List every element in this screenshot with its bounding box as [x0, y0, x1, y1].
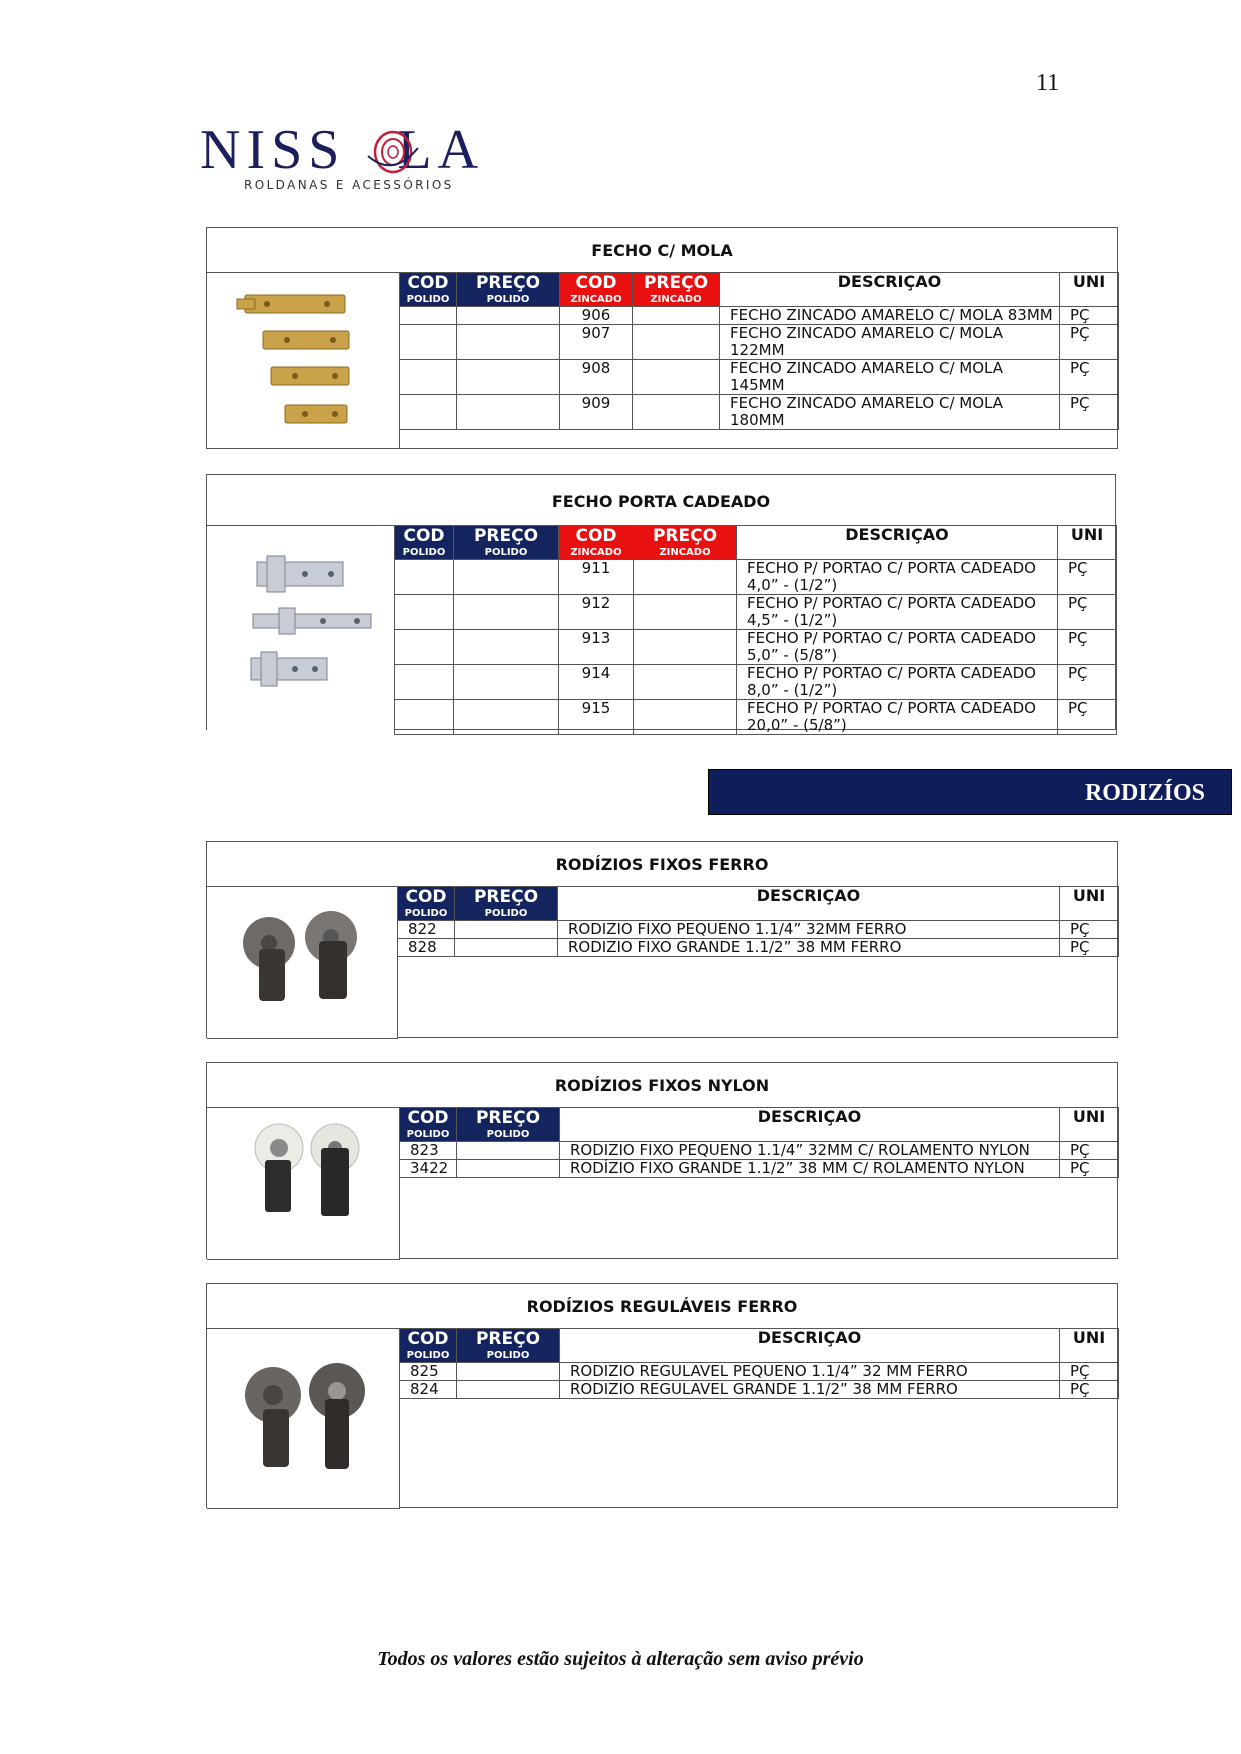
- table-cell: COD ZINCADO: [559, 526, 634, 560]
- table-cell: FECHO ZINCADO AMARELO C/ MOLA 83MM: [720, 307, 1060, 325]
- section-rodizios-fixos-nylon: [206, 1062, 1118, 1259]
- logo-tagline: ROLDANAS E ACESSÓRIOS: [244, 178, 454, 192]
- section-title: FECHO C/ MOLA: [207, 228, 1117, 273]
- page-number: 11: [1036, 70, 1060, 96]
- table-cell: RODIZIO FIXO PEQUENO 1.1/4” 32MM C/ ROLAMENTO NYLON: [560, 1142, 1060, 1160]
- product-table: [394, 525, 1117, 735]
- product-table: [399, 1328, 1119, 1399]
- product-table: [399, 272, 1119, 430]
- table-cell: UNI: [1060, 1108, 1119, 1142]
- section-title: RODÍZIOS REGULÁVEIS FERRO: [207, 1284, 1117, 1329]
- table-cell: PREÇO POLIDO: [455, 887, 558, 921]
- table-cell: [395, 665, 454, 700]
- section-rodizios-fixos-ferro: [206, 841, 1118, 1038]
- table-cell: 911: [559, 560, 634, 595]
- table-cell: PREÇO ZINCADO: [634, 526, 737, 560]
- table-cell: RODÍZIO FIXO GRANDE 1.1/2” 38 MM C/ ROLAMENTO NYLON: [560, 1160, 1060, 1178]
- table-cell: [395, 560, 454, 595]
- table-cell: FECHO P/ PORTAO C/ PORTA CADEADO 4,0” - (1/2”): [737, 560, 1058, 595]
- table-row: [400, 395, 1119, 430]
- table-row: [395, 630, 1117, 665]
- table-cell: [457, 360, 560, 395]
- table-cell: [633, 307, 720, 325]
- table-cell: RODIZIO REGULAVEL PEQUENO 1.1/4” 32 MM FERRO: [560, 1363, 1060, 1381]
- table-cell: FECHO ZINCADO AMARELO C/ MOLA 145MM: [720, 360, 1060, 395]
- table-row: [400, 1160, 1119, 1178]
- table-cell: [633, 395, 720, 430]
- nissola-logo: [200, 118, 490, 198]
- table-cell: PÇ: [1060, 307, 1119, 325]
- table-cell: 3422: [400, 1160, 457, 1178]
- table-row: [398, 921, 1119, 939]
- table-cell: RODIZIO REGULAVEL GRANDE 1.1/2” 38 MM FERRO: [560, 1381, 1060, 1399]
- table-row: [400, 1381, 1119, 1399]
- table-cell: FECHO ZINCADO AMARELO C/ MOLA 122MM: [720, 325, 1060, 360]
- table-cell: PÇ: [1060, 1363, 1119, 1381]
- table-cell: [454, 665, 559, 700]
- table-cell: PÇ: [1060, 921, 1119, 939]
- table-cell: UNI: [1060, 273, 1119, 307]
- table-cell: COD POLIDO: [395, 526, 454, 560]
- table-row: [398, 939, 1119, 957]
- table-cell: DESCRIÇAO: [720, 273, 1060, 307]
- table-cell: [395, 595, 454, 630]
- table-cell: 822: [398, 921, 455, 939]
- section-title: RODÍZIOS FIXOS NYLON: [207, 1063, 1117, 1108]
- table-cell: RODIZIO FIXO PEQUENO 1.1/4” 32MM FERRO: [558, 921, 1060, 939]
- table-cell: PÇ: [1058, 630, 1117, 665]
- table-cell: COD POLIDO: [400, 1108, 457, 1142]
- section-fecho-porta-cadeado: [206, 474, 1116, 734]
- section-rodizios-regulaveis-ferro: [206, 1283, 1118, 1508]
- table-cell: PÇ: [1058, 700, 1117, 735]
- table-cell: 825: [400, 1363, 457, 1381]
- table-cell: FECHO P/ PORTAO C/ PORTA CADEADO 5,0” - (5/8”): [737, 630, 1058, 665]
- table-cell: [457, 307, 560, 325]
- table-cell: [634, 700, 737, 735]
- table-cell: 824: [400, 1381, 457, 1399]
- iron-fixed-wheels-icon: [207, 887, 398, 1039]
- table-cell: 915: [559, 700, 634, 735]
- table-row: [400, 307, 1119, 325]
- table-cell: PREÇO POLIDO: [457, 1108, 560, 1142]
- table-cell: PÇ: [1058, 560, 1117, 595]
- brass-latch-bolts-icon: [207, 273, 400, 449]
- table-cell: UNI: [1060, 1329, 1119, 1363]
- table-cell: [400, 307, 457, 325]
- table-cell: [633, 325, 720, 360]
- footer-disclaimer: Todos os valores estão sujeitos à alteração sem aviso prévio: [377, 1648, 864, 1670]
- table-cell: 908: [560, 360, 633, 395]
- table-cell: PÇ: [1060, 360, 1119, 395]
- table-cell: [457, 1381, 560, 1399]
- table-cell: PÇ: [1060, 395, 1119, 430]
- category-banner: RODIZÍOS: [708, 769, 1232, 815]
- table-cell: [454, 630, 559, 665]
- table-cell: PÇ: [1058, 595, 1117, 630]
- table-cell: 909: [560, 395, 633, 430]
- table-cell: 907: [560, 325, 633, 360]
- table-cell: DESCRIÇAO: [737, 526, 1058, 560]
- table-cell: [457, 1142, 560, 1160]
- table-cell: 912: [559, 595, 634, 630]
- section-title: RODÍZIOS FIXOS FERRO: [207, 842, 1117, 887]
- table-cell: [634, 595, 737, 630]
- table-cell: FECHO ZINCADO AMARELO C/ MOLA 180MM: [720, 395, 1060, 430]
- table-cell: PREÇO POLIDO: [457, 273, 560, 307]
- table-cell: [634, 630, 737, 665]
- table-cell: COD ZINCADO: [560, 273, 633, 307]
- table-row: [400, 1363, 1119, 1381]
- table-cell: [395, 700, 454, 735]
- logo-wordmark: NISS LA: [200, 119, 485, 181]
- table-cell: [633, 360, 720, 395]
- table-cell: [634, 560, 737, 595]
- table-row: [395, 560, 1117, 595]
- table-row: [400, 325, 1119, 360]
- table-cell: COD POLIDO: [400, 273, 457, 307]
- table-cell: [455, 921, 558, 939]
- table-cell: PÇ: [1060, 1381, 1119, 1399]
- table-cell: [454, 595, 559, 630]
- zinc-padlock-hasps-icon: [207, 526, 395, 730]
- table-cell: DESCRIÇAO: [560, 1108, 1060, 1142]
- table-cell: [400, 360, 457, 395]
- table-cell: [400, 395, 457, 430]
- table-cell: PÇ: [1060, 325, 1119, 360]
- table-cell: DESCRIÇAO: [560, 1329, 1060, 1363]
- table-cell: [457, 325, 560, 360]
- table-row: [400, 360, 1119, 395]
- table-cell: [634, 665, 737, 700]
- table-row: [395, 700, 1117, 735]
- product-table: [397, 886, 1119, 957]
- table-cell: [455, 939, 558, 957]
- table-cell: PÇ: [1060, 939, 1119, 957]
- table-cell: PREÇO POLIDO: [457, 1329, 560, 1363]
- table-cell: 914: [559, 665, 634, 700]
- table-cell: COD POLIDO: [400, 1329, 457, 1363]
- table-cell: [395, 630, 454, 665]
- table-cell: [454, 700, 559, 735]
- table-cell: [457, 1160, 560, 1178]
- table-cell: PÇ: [1060, 1142, 1119, 1160]
- table-cell: UNI: [1058, 526, 1117, 560]
- table-row: [400, 1142, 1119, 1160]
- table-row: [395, 595, 1117, 630]
- section-fecho-mola: [206, 227, 1118, 449]
- table-cell: FECHO P/ PORTAO C/ PORTA CADEADO 4,5” - (1/2”): [737, 595, 1058, 630]
- table-cell: PÇ: [1058, 665, 1117, 700]
- table-cell: 913: [559, 630, 634, 665]
- table-cell: PREÇO ZINCADO: [633, 273, 720, 307]
- table-cell: 906: [560, 307, 633, 325]
- table-cell: PÇ: [1060, 1160, 1119, 1178]
- iron-adjustable-wheels-icon: [207, 1329, 400, 1509]
- table-cell: 823: [400, 1142, 457, 1160]
- product-table: [399, 1107, 1119, 1178]
- table-cell: PREÇO POLIDO: [454, 526, 559, 560]
- table-row: [395, 665, 1117, 700]
- table-cell: RODIZIO FIXO GRANDE 1.1/2” 38 MM FERRO: [558, 939, 1060, 957]
- pulley-logo-icon: [366, 126, 420, 176]
- table-cell: DESCRIÇAO: [558, 887, 1060, 921]
- table-cell: 828: [398, 939, 455, 957]
- section-title: FECHO PORTA CADEADO: [207, 475, 1115, 526]
- table-cell: [400, 325, 457, 360]
- table-cell: [457, 1363, 560, 1381]
- table-cell: [454, 560, 559, 595]
- nylon-fixed-wheels-icon: [207, 1108, 400, 1260]
- table-cell: COD POLIDO: [398, 887, 455, 921]
- table-cell: UNI: [1060, 887, 1119, 921]
- table-cell: FECHO P/ PORTAO C/ PORTA CADEADO 20,0” - (5/8”): [737, 700, 1058, 735]
- table-cell: [457, 395, 560, 430]
- table-cell: FECHO P/ PORTAO C/ PORTA CADEADO 8,0” - (1/2”): [737, 665, 1058, 700]
